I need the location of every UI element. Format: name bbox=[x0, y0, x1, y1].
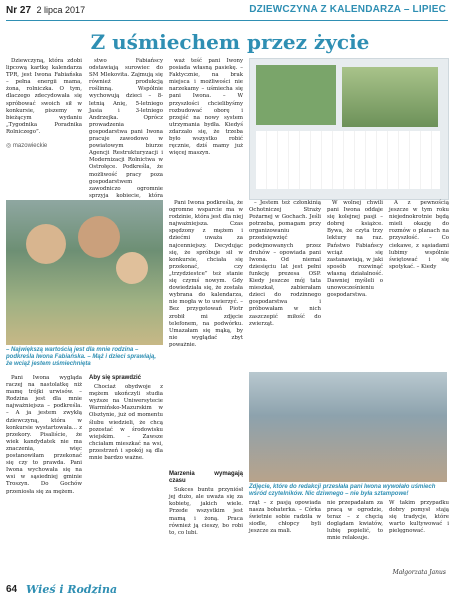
issue-number: Nr 27 bbox=[6, 5, 32, 16]
paragraph: A z pewnością jeszcze w tym roku niejednokrotnie będą mieli okazję do rozmów o planach na przyszłość. – Co ciekawe, z sąsiadami lubimy wspólnie świętować i się spotykać. – Kiedy bbox=[389, 200, 449, 270]
column-2 bbox=[89, 58, 163, 198]
calendar-photo-left bbox=[256, 65, 336, 125]
paragraph: waż teść pani Iwony posiada własną pasiekę. – Faktycznie, na brak miejsca i możliwości nie narzekamy – uśmiecha się pani Iwona. – W przyszłości chcielibyśmy rozbudować oborę i przejść na nowy system utrzymania bydła. Kiedyś zdarzało się, że trzeba było wszystko robić ręcznie, dziś mamy już więcej maszyn. bbox=[169, 58, 243, 157]
column-5 bbox=[249, 200, 321, 370]
issue-info bbox=[6, 5, 85, 16]
family-photo bbox=[6, 200, 163, 345]
source-label: mazowieckie bbox=[12, 143, 48, 149]
calendar-photo-right bbox=[342, 67, 438, 127]
column-bottom-2 bbox=[249, 500, 321, 580]
column-4 bbox=[169, 200, 243, 470]
issue-date: 2 lipca 2017 bbox=[36, 5, 86, 15]
page-footer bbox=[0, 582, 454, 600]
column-lower-1 bbox=[6, 375, 82, 565]
column-6 bbox=[327, 200, 383, 370]
subheading: Aby się sprawdzić bbox=[89, 375, 142, 381]
column-bottom-1 bbox=[169, 471, 243, 579]
paragraph: – Jestem też członkinią Ochotniczej Straży Pożarnej w Gochach. Jeśli potrzeba, pomagam przy organizowaniu przedsięwzięć podejmowanych przez druhów – opowiada pani Iwona. Od niemal dziesięciu lat jest pełni funkcję prezesa OSP. Kiedy jeszcze mój tata mieszkał, zabierałam dzieci do rodzinnego gospodarstwa i próbowałam w nich zaszczepić miłość do zwierząt. bbox=[249, 200, 321, 327]
magazine-brand: Wieś i Rodzina bbox=[26, 583, 118, 596]
paragraph: nie przepadałam za pracą w ogrodzie, teraz – z chęcią doglądam kwiatów, lubię popielić, to mnie relaksuje. bbox=[327, 500, 383, 542]
calendar-grid bbox=[256, 131, 440, 189]
family-photo-caption: – Największą wartością jest dla mnie rodzina – podkreśla Iwona Fabiańska. – Mąż i dzieci sprawiają, że wciąż jestem uśmiechnięta bbox=[6, 347, 157, 367]
article-headline: Z uśmiechem przez życie bbox=[90, 30, 370, 54]
source-tag: ◎ mazowieckie bbox=[6, 143, 48, 149]
paragraph: Chociaż obydwoje z mężem ukończyli studia wyższe na Uniwersytecie Warmińsko-Mazurskim w Olsztynie, już od momentu ślubu wiedzieli, że chcą pozostać w środowisku wiejskim. – Zawsze chciałam mieszkać na wsi, przestrzeń i spokój są dla mnie bardzo ważne. bbox=[89, 384, 163, 462]
paragraph: W wolnej chwili pani Iwona oddaje się kolejnej pasji – dobrej książce. Bywa, że czyta trzy lektury na raz. Państwo Fabiańscy wciąż się zastanawiają, w jaki sposób rozwinąć własną działalność. Dawniej myśleli o unowocześnieniu gospodarstwa. bbox=[327, 200, 383, 299]
section-title: DZIEWCZYNA Z KALENDARZA – LIPIEC bbox=[249, 4, 446, 15]
paragraph: rząt – z pasją opowiada nasza bohaterka. – Córka świetnie sobie radziła w siodle, chłopcy byli jeszcze za mali. bbox=[249, 500, 321, 535]
flour-photo-caption: Zdjęcie, które do redakcji przesłała pani Iwona wywołało uśmiech wśród czytelników. Nic dziwnego – nie była sztampowe! bbox=[249, 484, 436, 497]
intro-column bbox=[6, 58, 82, 198]
column-bottom-4 bbox=[389, 500, 449, 580]
person-shape bbox=[116, 252, 148, 284]
person-shape bbox=[78, 216, 120, 258]
page-header bbox=[0, 0, 454, 22]
calendar-image bbox=[249, 58, 449, 200]
person-shape bbox=[26, 224, 66, 264]
header-rule bbox=[6, 20, 448, 21]
paragraph: Pani Iwona podkreśla, że ogromne wsparcie ma w rodzinie, która jest dla niej najważniejsza. Czas spędzony z mężem i dziećmi uważa za najcenniejszy. Decydując się, że spróbuje sił w konkursie, chciała się przekonać, czy „trzydziestce” też stanie się czymś nowym. Gdy dowiedziała się, że została wybrana do kalendarza, nie mogła w to uwierzyć. – Bez przygotowań Piotr zrobił mi zdjęcie telefonem, na podwórku. Umazałam się mąką, by nie wyglądać zbyt poważnie. bbox=[169, 200, 243, 348]
flour-photo bbox=[249, 372, 447, 482]
paragraph: Sukces buntu przyniósł jej dużo, ale uważa się za kobietę, jakich wiele. Przede wszystkim jest mamą i żoną. Praca również ją cieszy, bo robi to, co lubi. bbox=[169, 487, 243, 536]
paragraph: stwo Fabiańscy odstawiają surowiec do SM Mlekovita. Zajmują się również produkcją roślinną. Wspólnie wychowują dzieci – 8-letnią Anię, 5-letniego Jasia i 3-letniego Andrzejka. Oprócz prowadzenia gospodarstwa pani Iwona pracuje zawodowo w powiatowym biurze Agencji Restrukturyzacji i Modernizacji Rolnictwa w Ostrołęce. Podkreśla, że możliwość pracy poza gospodarstwem zawodniczo ogromnie sprzyja kobiecie, która bbox=[89, 58, 163, 199]
author-signature: Małgorzata Janus bbox=[392, 569, 446, 576]
column-lower-2 bbox=[89, 375, 163, 565]
page-number: 64 bbox=[6, 584, 18, 595]
column-3 bbox=[169, 58, 243, 198]
subheading: Marzenia wymagają czasu bbox=[169, 471, 243, 485]
intro-text: Dziewczyną, która zdobi lipcową kartkę kalendarza TPR, jest Iwona Fabiańska – pełna energii mama, żona, rolniczka. O tym, dlaczego zdecydowała się spróbować swoich sił w konkursie, piszemy w bieżącym wydaniu „Tygodnika Poradnika Rolniczego”. bbox=[6, 58, 82, 135]
column-7 bbox=[389, 200, 449, 370]
paragraph: W takim przypadku dobry pomysł stają się tradycje, które warto kultywować i pielęgnować. bbox=[389, 500, 449, 535]
column-bottom-3 bbox=[327, 500, 383, 580]
paragraph: Pani Iwona wygląda raczej na nastolatkę niż mamę trójki urwisów. – Rodzina jest dla mnie najważniejsza – podkreśla. – A ja jestem zwykłą dziewczyną, która w konkursie wystartowała... z przekory. Pisaliście, że wiek kandydatek nie ma znaczenia, więc postanowiłam przekonać się czy to prawda. Pani Iwona wychowała się na wsi w sąsiedniej gminie Troszyn. Do Gochów przeniosła się za mężem. bbox=[6, 375, 82, 495]
